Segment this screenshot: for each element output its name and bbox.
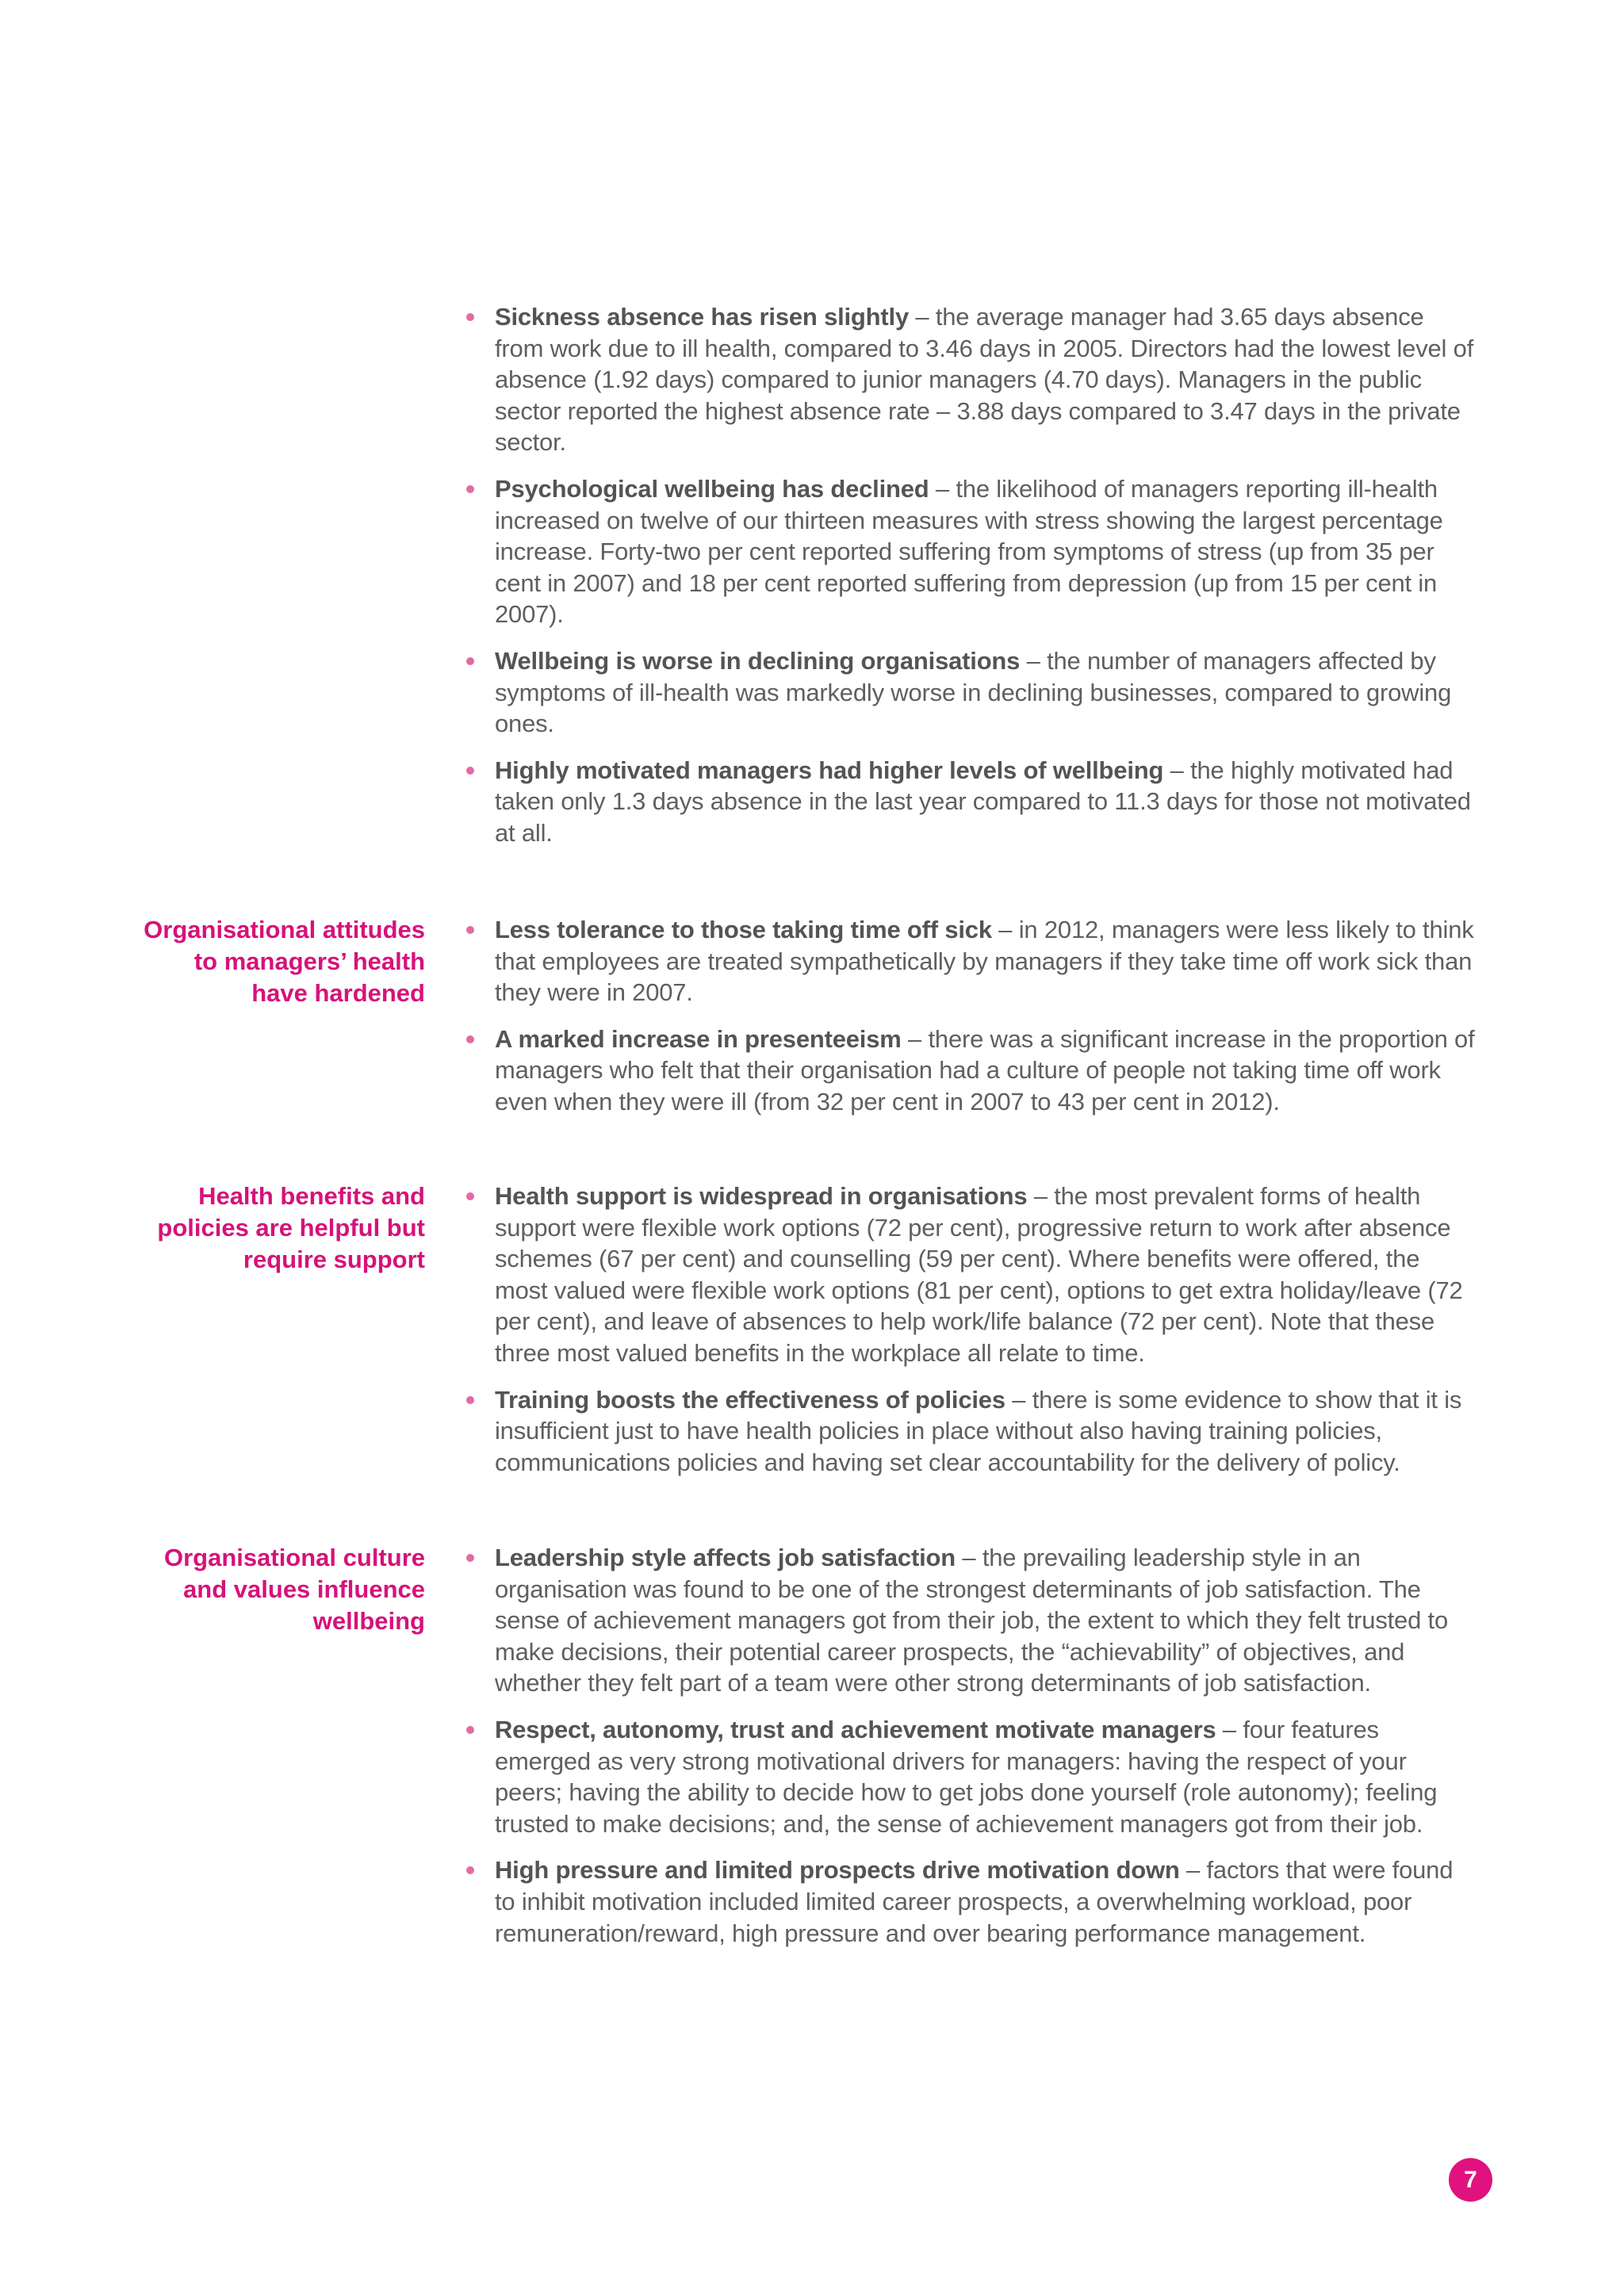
bullet-dot-icon (466, 1192, 474, 1200)
list-item (463, 645, 1475, 740)
bullet-text: – the highly motivated had taken only 1.3 days absence in the last year compared to 11.3 days for those not motivated at all. (495, 756, 1471, 847)
bullet-dot-icon (466, 1396, 474, 1404)
list-item (463, 1024, 1475, 1118)
bullet-list (463, 914, 1475, 1133)
bullet-dot-icon (466, 926, 474, 934)
bullet-dot-icon (466, 1035, 474, 1043)
list-item (463, 755, 1475, 849)
list-item (463, 473, 1475, 630)
list-item (463, 1542, 1475, 1699)
bullet-text: – factors that were found to inhibit motivation included limited career prospects, a overwhelming workload, poor remuneration/reward, high pressure and over bearing performance management. (495, 1856, 1454, 1947)
bullet-text: – the most prevalent forms of health support were flexible work options (72 per cent), progressive return to work after absence schemes (67 per cent) and counselling (59 per cent). Where benefits were offered, the most valued were flexible work options (81 per cent), options to get extra holiday/leave (72 per cent), and leave of absences to help work/life balance (72 per cent). Note that these three most valued benefits in the workplace all relate to time. (495, 1182, 1463, 1367)
list-item (463, 1854, 1475, 1949)
bullet-lead: Sickness absence has risen slightly (495, 303, 909, 331)
list-item (463, 1181, 1475, 1369)
bullet-list (463, 301, 1475, 864)
bullet-lead: Wellbeing is worse in declining organisations (495, 646, 1021, 675)
bullet-text: – the likelihood of managers reporting ill-health increased on twelve of our thirteen measures with stress showing the largest percentage increase. Forty-two per cent reported suffering from symptoms of stress (up from 35 per cent in 2007) and 18 per cent reported suffering from depression (up from 15 per cent in 2007). (495, 474, 1443, 629)
bullet-list (463, 1542, 1475, 1964)
bullet-lead: Less tolerance to those taking time off sick (495, 916, 992, 943)
bullet-lead: Health support is widespread in organisations (495, 1182, 1028, 1210)
bullet-dot-icon (466, 1726, 474, 1734)
list-item (463, 914, 1475, 1008)
bullet-list (463, 1181, 1475, 1493)
section-heading: Organisational culture and values influence wellbeing (163, 1544, 425, 1635)
bullet-lead: High pressure and limited prospects drive motivation down (495, 1856, 1180, 1885)
bullet-text: – four features emerged as very strong motivational drivers for managers: having the respect of your peers; having the ability to decide how to get jobs done yourself (role autonomy); feeling trusted to make decisions; and, the sense of achievement managers got from their job. (495, 1715, 1438, 1838)
bullet-lead: Highly motivated managers had higher levels of wellbeing (495, 756, 1164, 784)
bullet-lead: Psychological wellbeing has declined (495, 474, 929, 503)
bullet-text: – the number of managers affected by symptoms of ill-health was markedly worse in declining businesses, compared to growing ones. (495, 646, 1452, 738)
section-heading: Organisational attitudes to managers’ health have hardened (144, 916, 425, 1007)
bullet-lead: A marked increase in presenteeism (495, 1024, 902, 1053)
bullet-dot-icon (466, 1554, 474, 1562)
bullet-text: – the average manager had 3.65 days absence from work due to ill health, compared to 3.46 days in 2005. Directors had the lowest level of absence (1.92 days) compared to junior managers (4.70 days). Managers in the public sector reported the highest absence rate – 3.88 days compared to 3.47 days in the private sector. (495, 303, 1474, 457)
bullet-dot-icon (466, 313, 474, 321)
section-heading: Health benefits and policies are helpful but require support (157, 1182, 425, 1273)
bullet-dot-icon (466, 657, 474, 665)
bullet-text: – there is some evidence to show that it is insufficient just to have health policies in place without also having training policies, communications policies and having set clear accountability for the delivery of policy. (495, 1385, 1462, 1476)
bullet-lead: Respect, autonomy, trust and achievement motivate managers (495, 1715, 1216, 1743)
page-number-badge: 7 (1449, 2158, 1492, 2202)
bullet-dot-icon (466, 485, 474, 493)
bullet-text: – the prevailing leadership style in an organisation was found to be one of the strongest determinants of job satisfaction. The sense of achievement managers got from their job, the extent to which they felt trusted to make decisions, their potential career prospects, the “achievability” of objectives, and whether they felt part of a team were other strong determinants of job satisfaction. (495, 1544, 1448, 1697)
bullet-text: – there was a significant increase in the proportion of managers who felt that their organisation had a culture of people not taking time off work even when they were ill (from 32 per cent in 2007 to 43 per cent in 2012). (495, 1024, 1475, 1115)
bullet-text: – in 2012, managers were less likely to think that employees are treated sympathetically by managers if they take time off work sick than they were in 2007. (495, 916, 1474, 1007)
bullet-lead: Training boosts the effectiveness of policies (495, 1385, 1005, 1414)
list-item (463, 301, 1475, 458)
list-item (463, 1714, 1475, 1839)
list-item (463, 1384, 1475, 1479)
bullet-lead: Leadership style affects job satisfaction (495, 1544, 956, 1571)
bullet-dot-icon (466, 1866, 474, 1874)
bullet-dot-icon (466, 767, 474, 775)
